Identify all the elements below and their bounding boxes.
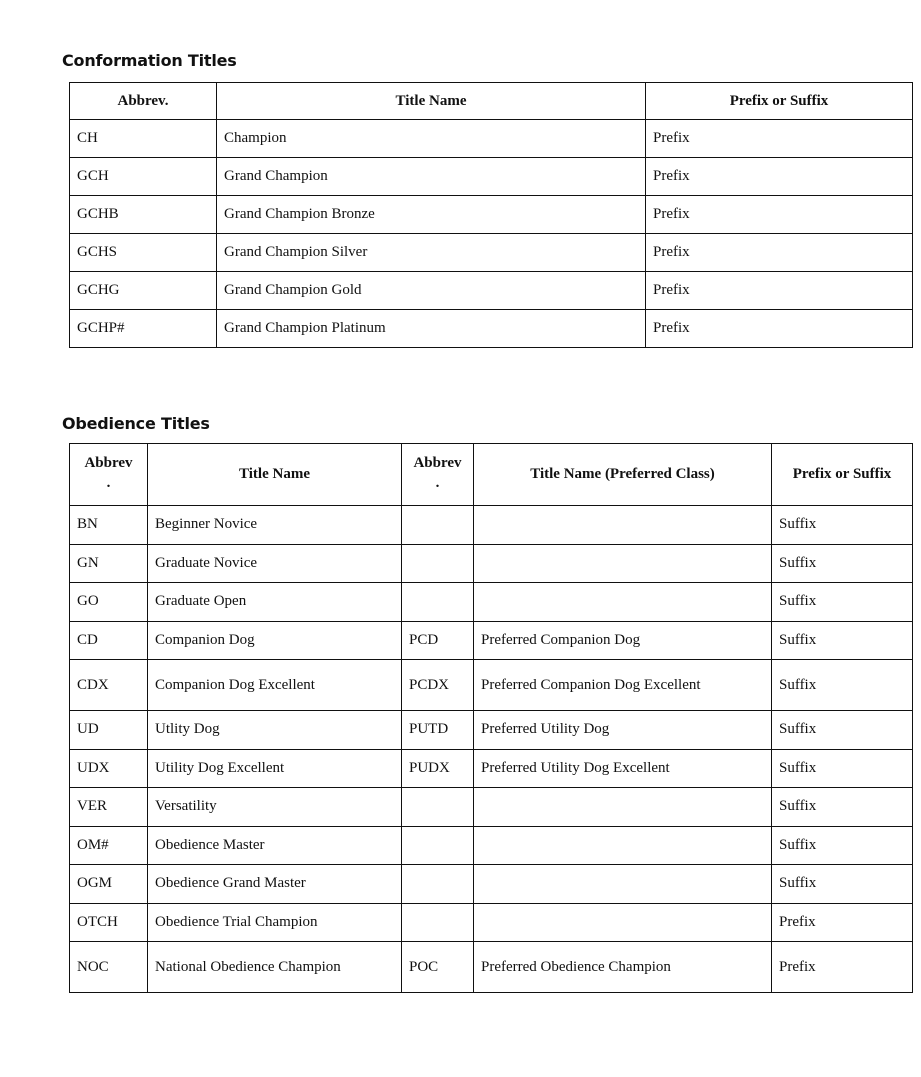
title-name-cell: National Obedience Champion — [148, 942, 402, 993]
preferred-title-name-cell: Preferred Utility Dog Excellent — [474, 749, 772, 788]
table-row — [70, 826, 913, 865]
column-header-abbrev: Abbrev . — [70, 444, 148, 506]
title-name-cell: Utility Dog Excellent — [148, 749, 402, 788]
column-header-abbrev: Abbrev. — [70, 83, 217, 120]
table-row — [70, 544, 913, 583]
preferred-abbrev-cell — [402, 865, 474, 904]
table-row — [70, 788, 913, 827]
abbrev-cell: BN — [70, 506, 148, 545]
title-name-cell: Grand Champion Platinum — [217, 310, 646, 348]
prefix-suffix-cell: Suffix — [772, 826, 913, 865]
preferred-abbrev-cell: PCDX — [402, 660, 474, 711]
title-name-cell: Companion Dog Excellent — [148, 660, 402, 711]
abbrev-cell: CH — [70, 120, 217, 158]
prefix-suffix-cell: Prefix — [646, 310, 913, 348]
title-name-cell: Champion — [217, 120, 646, 158]
abbrev-cell: VER — [70, 788, 148, 827]
preferred-title-name-cell: Preferred Obedience Champion — [474, 942, 772, 993]
preferred-title-name-cell: Preferred Utility Dog — [474, 711, 772, 750]
preferred-abbrev-cell — [402, 506, 474, 545]
abbrev-cell: GCHG — [70, 272, 217, 310]
prefix-suffix-cell: Suffix — [772, 583, 913, 622]
title-name-cell: Obedience Grand Master — [148, 865, 402, 904]
abbrev-cell: GCHS — [70, 234, 217, 272]
preferred-title-name-cell — [474, 865, 772, 904]
column-header-title-name: Title Name — [217, 83, 646, 120]
table-row — [70, 196, 913, 234]
title-name-cell: Obedience Master — [148, 826, 402, 865]
preferred-title-name-cell: Preferred Companion Dog Excellent — [474, 660, 772, 711]
abbrev-cell: GN — [70, 544, 148, 583]
abbrev-cell: GCH — [70, 158, 217, 196]
preferred-title-name-cell — [474, 583, 772, 622]
abbrev-cell: CDX — [70, 660, 148, 711]
prefix-suffix-cell: Prefix — [646, 196, 913, 234]
prefix-suffix-cell: Suffix — [772, 506, 913, 545]
table-row — [70, 158, 913, 196]
title-name-cell: Grand Champion Bronze — [217, 196, 646, 234]
table-header-row — [70, 83, 913, 120]
column-header-title-name: Title Name — [148, 444, 402, 506]
prefix-suffix-cell: Suffix — [772, 660, 913, 711]
prefix-suffix-cell: Prefix — [772, 942, 913, 993]
table-row — [70, 234, 913, 272]
abbrev-cell: UDX — [70, 749, 148, 788]
preferred-abbrev-cell — [402, 826, 474, 865]
prefix-suffix-cell: Suffix — [772, 865, 913, 904]
column-header-prefix-suffix: Prefix or Suffix — [772, 444, 913, 506]
table-row — [70, 583, 913, 622]
table-row — [70, 660, 913, 711]
title-name-cell: Versatility — [148, 788, 402, 827]
prefix-suffix-cell: Suffix — [772, 711, 913, 750]
prefix-suffix-cell: Prefix — [772, 903, 913, 942]
title-name-cell: Grand Champion — [217, 158, 646, 196]
table-row — [70, 749, 913, 788]
preferred-abbrev-cell: PUDX — [402, 749, 474, 788]
obedience-titles-heading: Obedience Titles — [62, 414, 210, 433]
prefix-suffix-cell: Suffix — [772, 544, 913, 583]
preferred-title-name-cell — [474, 506, 772, 545]
preferred-title-name-cell — [474, 903, 772, 942]
table-row — [70, 272, 913, 310]
preferred-abbrev-cell — [402, 583, 474, 622]
column-header-preferred-title-name: Title Name (Preferred Class) — [474, 444, 772, 506]
abbrev-cell: GCHP# — [70, 310, 217, 348]
table-row — [70, 942, 913, 993]
prefix-suffix-cell: Prefix — [646, 234, 913, 272]
table-row — [70, 711, 913, 750]
prefix-suffix-cell: Prefix — [646, 272, 913, 310]
preferred-abbrev-cell: PCD — [402, 621, 474, 660]
preferred-title-name-cell — [474, 826, 772, 865]
abbrev-cell: CD — [70, 621, 148, 660]
abbrev-cell: NOC — [70, 942, 148, 993]
title-name-cell: Graduate Novice — [148, 544, 402, 583]
table-row — [70, 865, 913, 904]
preferred-abbrev-cell — [402, 903, 474, 942]
abbrev-cell: UD — [70, 711, 148, 750]
column-header-prefix-suffix: Prefix or Suffix — [646, 83, 913, 120]
title-name-cell: Graduate Open — [148, 583, 402, 622]
abbrev-cell: OTCH — [70, 903, 148, 942]
obedience-titles-table — [69, 443, 913, 993]
prefix-suffix-cell: Prefix — [646, 158, 913, 196]
preferred-title-name-cell: Preferred Companion Dog — [474, 621, 772, 660]
table-row — [70, 903, 913, 942]
abbrev-cell: GO — [70, 583, 148, 622]
preferred-abbrev-cell: POC — [402, 942, 474, 993]
title-name-cell: Obedience Trial Champion — [148, 903, 402, 942]
prefix-suffix-cell: Suffix — [772, 621, 913, 660]
preferred-abbrev-cell — [402, 788, 474, 827]
title-name-cell: Grand Champion Gold — [217, 272, 646, 310]
abbrev-cell: GCHB — [70, 196, 217, 234]
abbrev-cell: OM# — [70, 826, 148, 865]
table-row — [70, 120, 913, 158]
abbrev-cell: OGM — [70, 865, 148, 904]
conformation-titles-table — [69, 82, 913, 348]
preferred-title-name-cell — [474, 544, 772, 583]
conformation-titles-heading: Conformation Titles — [62, 51, 237, 70]
preferred-abbrev-cell: PUTD — [402, 711, 474, 750]
title-name-cell: Utlity Dog — [148, 711, 402, 750]
title-name-cell: Grand Champion Silver — [217, 234, 646, 272]
title-name-cell: Beginner Novice — [148, 506, 402, 545]
table-header-row — [70, 444, 913, 506]
prefix-suffix-cell: Suffix — [772, 788, 913, 827]
prefix-suffix-cell: Prefix — [646, 120, 913, 158]
table-row — [70, 310, 913, 348]
title-name-cell: Companion Dog — [148, 621, 402, 660]
preferred-abbrev-cell — [402, 544, 474, 583]
preferred-title-name-cell — [474, 788, 772, 827]
column-header-preferred-abbrev: Abbrev . — [402, 444, 474, 506]
table-row — [70, 621, 913, 660]
table-row — [70, 506, 913, 545]
prefix-suffix-cell: Suffix — [772, 749, 913, 788]
